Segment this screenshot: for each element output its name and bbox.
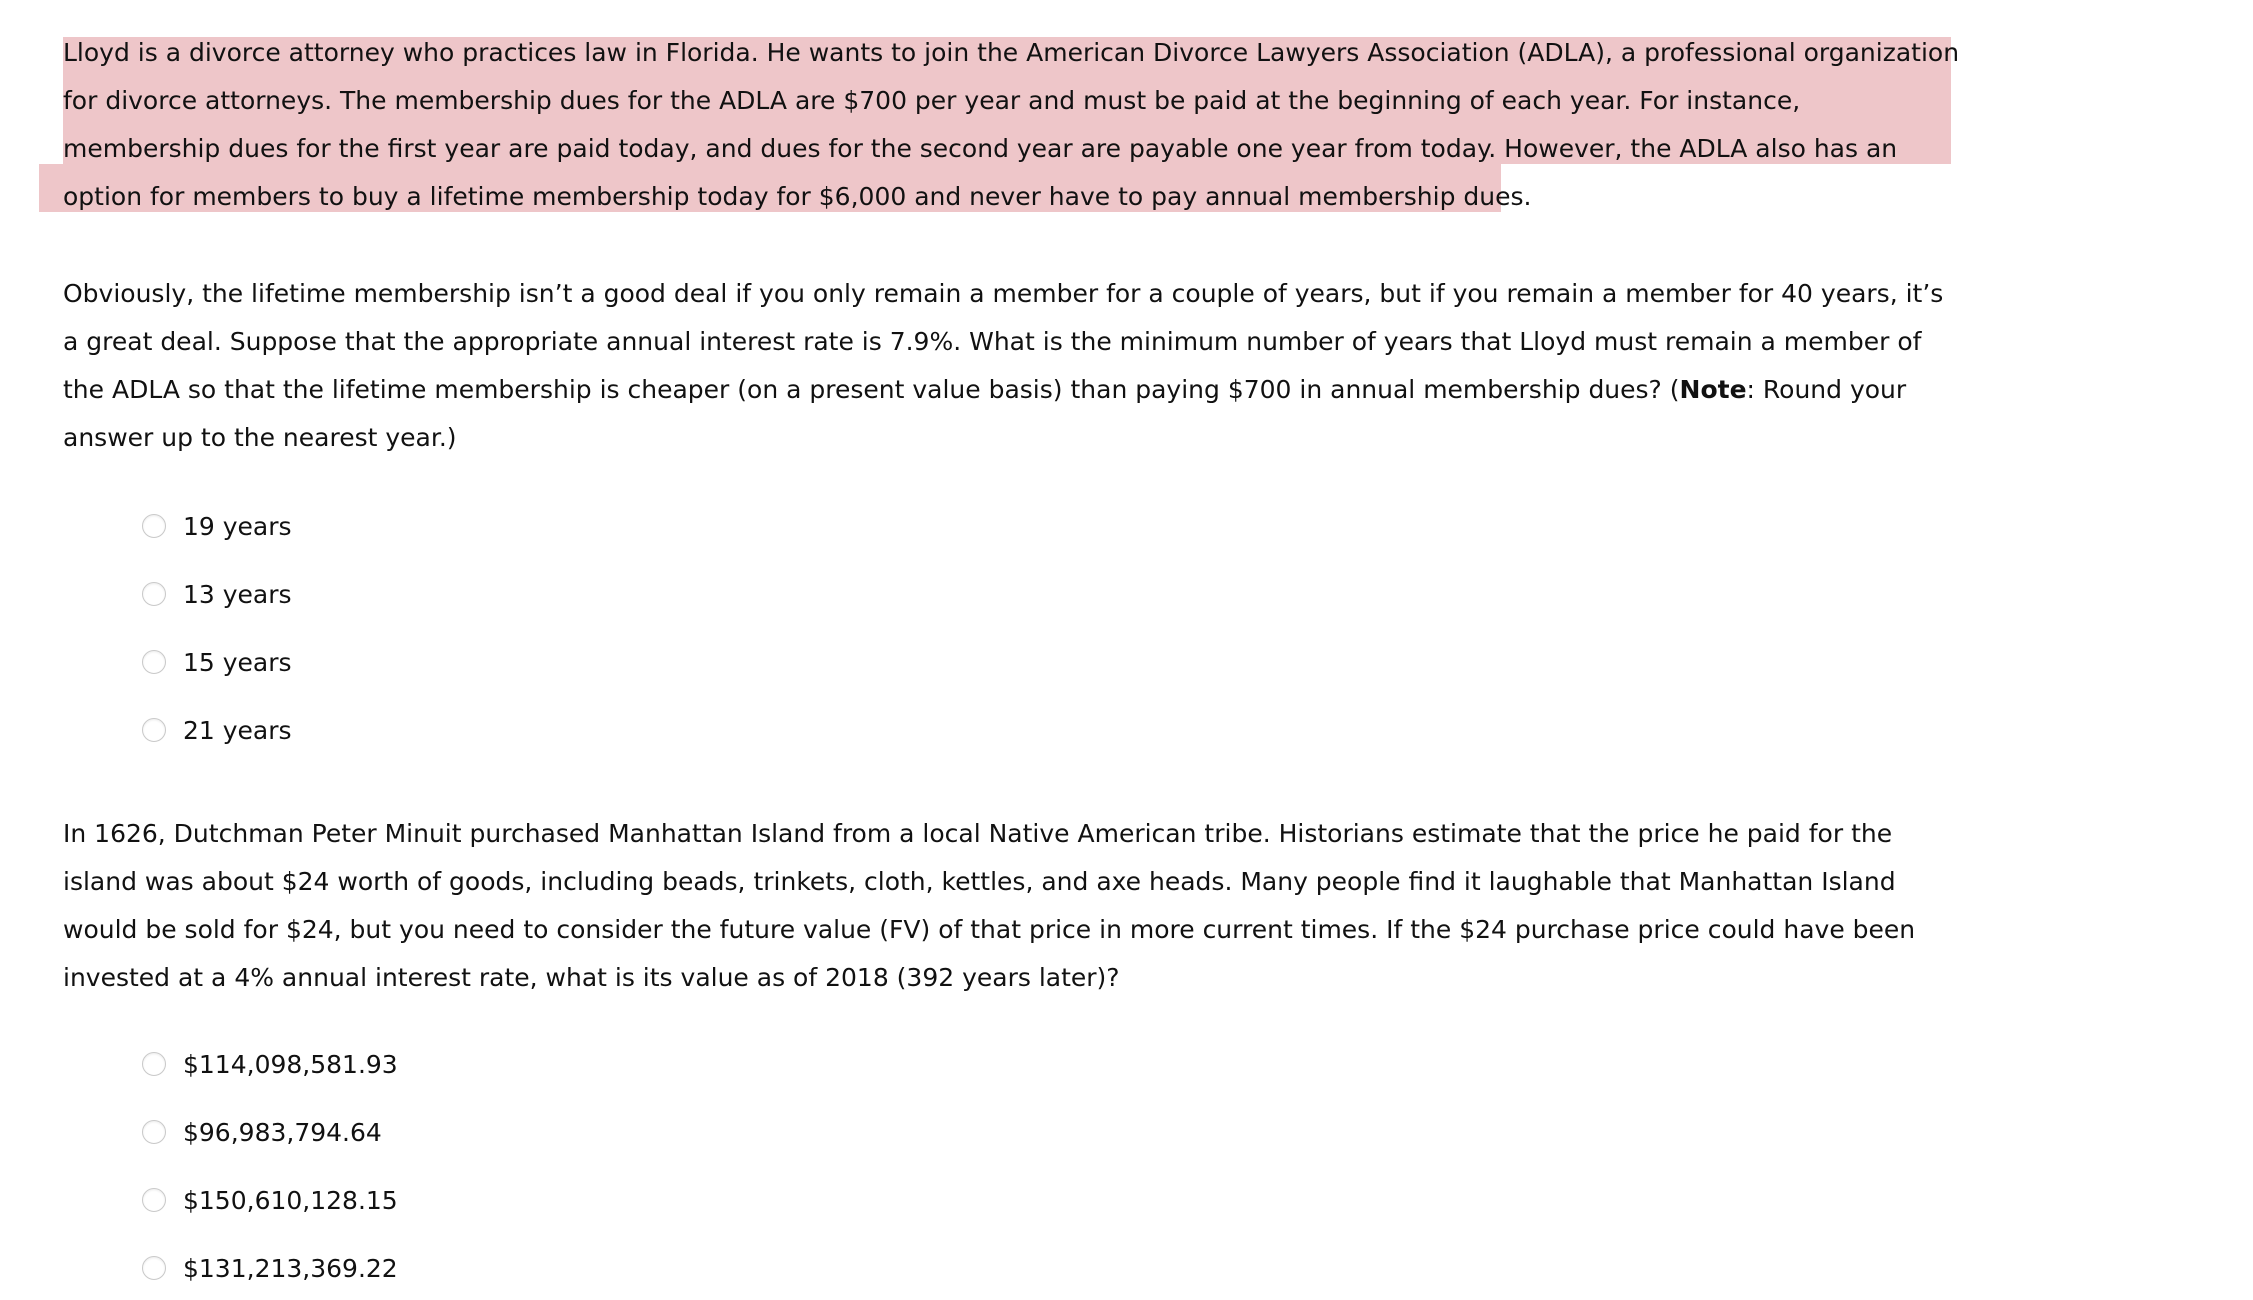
option-label: 21 years	[183, 715, 292, 745]
note-label: Note	[1679, 375, 1747, 404]
option-label: $150,610,128.15	[183, 1185, 398, 1215]
radio-button[interactable]	[142, 1256, 166, 1280]
question1-prompt-text: : Round your	[1746, 375, 1907, 404]
question2-option-3[interactable]	[142, 1180, 398, 1220]
option-label: 15 years	[183, 647, 292, 677]
radio-button[interactable]	[142, 650, 166, 674]
question1-intro-line: for divorce attorneys. The membership dues for the ADLA are $700 per year and must be paid at the beginning of each year. For instance,	[63, 86, 1801, 115]
question1-prompt-paragraph	[63, 270, 1943, 462]
question1-prompt-line: answer up to the nearest year.)	[63, 423, 457, 452]
option-label: $131,213,369.22	[183, 1253, 398, 1283]
question1-intro-line: option for members to buy a lifetime membership today for $6,000 and never have to pay annual membership dues.	[63, 182, 1532, 211]
question1-option-2[interactable]	[142, 574, 292, 614]
option-label: $96,983,794.64	[183, 1117, 382, 1147]
question1-option-1[interactable]	[142, 506, 292, 546]
radio-button[interactable]	[142, 1120, 166, 1144]
option-label: $114,098,581.93	[183, 1049, 398, 1079]
question2-prompt-line: invested at a 4% annual interest rate, what is its value as of 2018 (392 years later)?	[63, 963, 1120, 992]
question1-option-4[interactable]	[142, 710, 292, 750]
question2-prompt-line: would be sold for $24, but you need to consider the future value (FV) of that price in more current times. If the $24 purchase price could have been	[63, 915, 1916, 944]
question1-intro-line: membership dues for the first year are paid today, and dues for the second year are payable one year from today. However, the ADLA also has an	[63, 134, 1898, 163]
option-label: 19 years	[183, 511, 292, 541]
radio-button[interactable]	[142, 514, 166, 538]
question1-prompt-line	[63, 366, 1943, 414]
question1-prompt-line: Obviously, the lifetime membership isn’t a good deal if you only remain a member for a couple of years, but if you remain a member for 40 years, it’s	[63, 279, 1944, 308]
radio-button[interactable]	[142, 582, 166, 606]
question1-prompt-text: the ADLA so that the lifetime membership is cheaper (on a present value basis) than paying $700 in annual membership dues? (	[63, 375, 1680, 404]
question1-option-3[interactable]	[142, 642, 292, 682]
question1-intro-line: Lloyd is a divorce attorney who practices law in Florida. He wants to join the American Divorce Lawyers Association (ADLA), a professional organization	[63, 38, 1960, 67]
question2-option-1[interactable]	[142, 1044, 398, 1084]
question1-prompt-line: a great deal. Suppose that the appropriate annual interest rate is 7.9%. What is the minimum number of years that Lloyd must remain a member of	[63, 327, 1922, 356]
radio-button[interactable]	[142, 1188, 166, 1212]
option-label: 13 years	[183, 579, 292, 609]
question2-prompt-line: island was about $24 worth of goods, including beads, trinkets, cloth, kettles, and axe heads. Many people find it laughable that Manhattan Island	[63, 867, 1896, 896]
question2-prompt-paragraph	[63, 810, 1943, 1002]
question2-option-2[interactable]	[142, 1112, 382, 1152]
radio-button[interactable]	[142, 1052, 166, 1076]
question2-prompt-line: In 1626, Dutchman Peter Minuit purchased Manhattan Island from a local Native American tribe. Historians estimate that the price he paid for the	[63, 819, 1893, 848]
question2-option-4[interactable]	[142, 1248, 398, 1288]
question1-intro-paragraph	[63, 29, 1960, 221]
radio-button[interactable]	[142, 718, 166, 742]
